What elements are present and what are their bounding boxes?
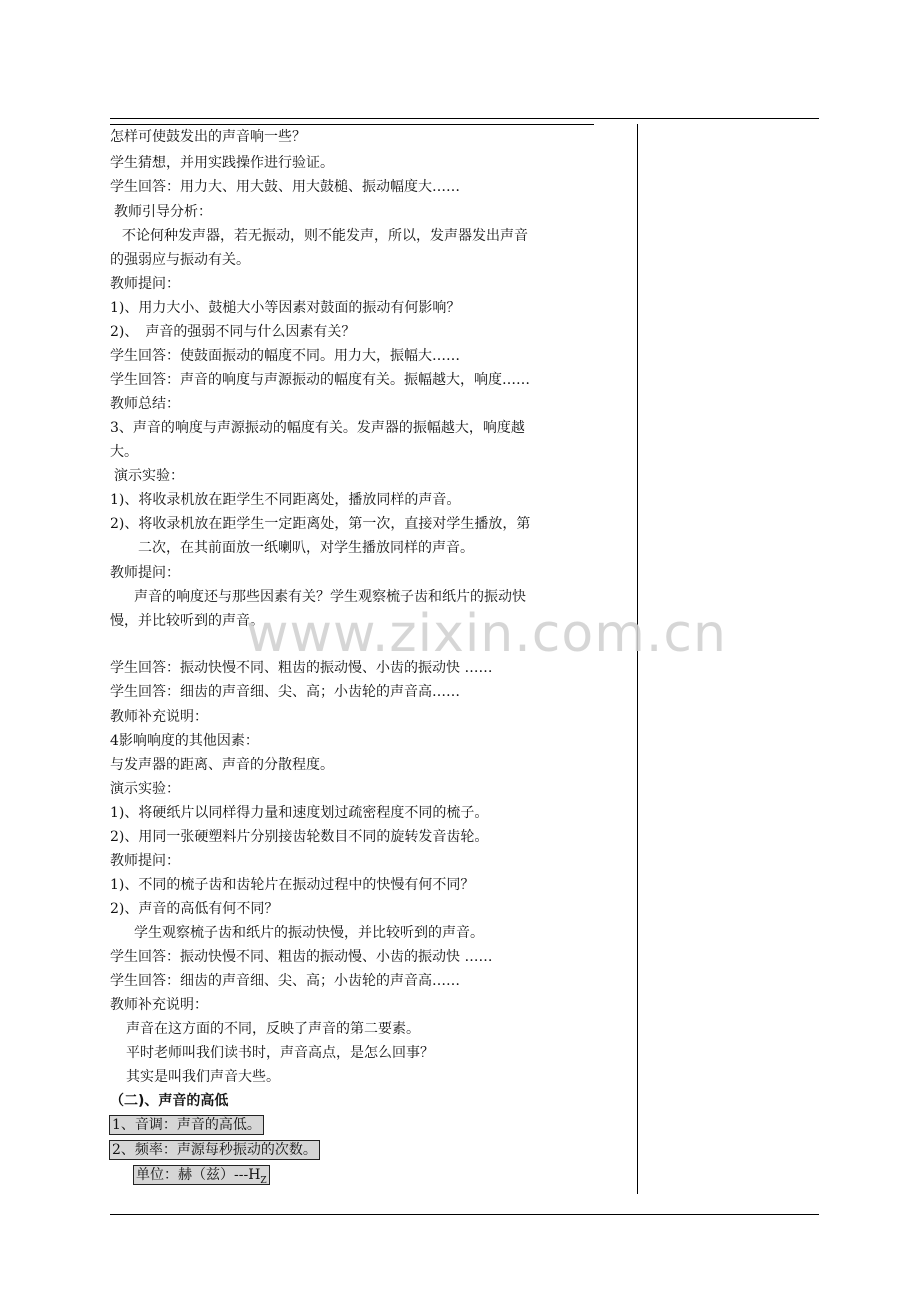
text-line: 教师总结：: [110, 396, 180, 412]
watermark: www.zixin.com.cn: [246, 604, 727, 664]
text-line: 学生猜想，并用实践操作进行验证。: [110, 155, 334, 171]
text-line: 其实是叫我们声音大些。: [126, 1069, 280, 1085]
text-line: 2)、将收录机放在距学生一定距离处，第一次，直接对学生播放，第: [110, 516, 531, 532]
text-line: 学生回答：振动快慢不同、粗齿的振动慢、小齿的振动快 ……: [110, 660, 493, 676]
unit-text: 单位：赫（兹）---H: [136, 1167, 261, 1183]
text-line: 平时老师叫我们读书时，声音高点，是怎么回事？: [126, 1045, 434, 1061]
text-line: 2)、声音的高低有何不同？: [110, 901, 279, 917]
table-top-border: [110, 124, 594, 125]
text-line: 演示实验：: [110, 781, 180, 797]
text-line: 教师补充说明：: [110, 709, 208, 725]
text-line: 学生回答：声音的响度与声源振动的幅度有关。振幅越大，响度……: [110, 372, 530, 388]
text-line: 与发声器的距离、声音的分散程度。: [110, 757, 334, 773]
text-line: 学生观察梳子齿和纸片的振动快慢，并比较听到的声音。: [134, 925, 484, 941]
text-line: 怎样可使鼓发出的声音响一些？: [110, 129, 306, 145]
text-line: 教师提问：: [110, 565, 180, 581]
unit-box: [133, 1165, 270, 1185]
bottom-horizontal-rule: [110, 1214, 819, 1215]
text-line: 1)、用力大小、鼓槌大小等因素对鼓面的振动有何影响？: [110, 300, 461, 316]
section-heading: （二)、声音的高低: [110, 1093, 229, 1109]
text-line: 声音在这方面的不同，反映了声音的第二要素。: [126, 1021, 420, 1037]
text-line: 1)、将收录机放在距学生不同距离处，播放同样的声音。: [110, 492, 461, 508]
text-line: 4影响响度的其他因素：: [110, 733, 259, 749]
text-line: 大。: [110, 444, 138, 460]
text-line: 教师提问：: [110, 276, 180, 292]
top-horizontal-rule: [110, 118, 819, 119]
text-line: 3、声音的响度与声源振动的幅度有关。发声器的振幅越大，响度越: [110, 420, 525, 436]
text-line: 学生回答：振动快慢不同、粗齿的振动慢、小齿的振动快 ……: [110, 949, 493, 965]
text-line: 演示实验：: [114, 468, 184, 484]
text-line: 学生回答：细齿的声音细、尖、高；小齿轮的声音高……: [110, 973, 460, 989]
text-line: 2)、 声音的强弱不同与什么因素有关？: [110, 324, 356, 340]
text-line: 2)、用同一张硬塑料片分别接齿轮数目不同的旋转发音齿轮。: [110, 829, 489, 845]
text-line: 学生回答：使鼓面振动的幅度不同。用力大，振幅大……: [110, 348, 460, 364]
text-line: 教师补充说明：: [110, 997, 208, 1013]
text-line: 不论何种发声器，若无振动，则不能发声，所以，发声器发出声音: [122, 228, 528, 244]
text-line: 的强弱应与振动有关。: [110, 252, 250, 268]
text-line: 学生回答：用力大、用大鼓、用大鼓槌、振动幅度大……: [110, 179, 460, 195]
text-line: 慢，并比较听到的声音。: [110, 613, 264, 629]
text-line: 教师引导分析：: [114, 204, 212, 220]
definition-box-pitch: 1、音调：声音的高低。: [109, 1115, 264, 1135]
text-line: 学生回答：细齿的声音细、尖、高；小齿轮的声音高……: [110, 684, 460, 700]
definition-box-frequency: 2、频率：声源每秒振动的次数。: [109, 1140, 320, 1160]
text-line: 1)、不同的梳子齿和齿轮片在振动过程中的快慢有何不同？: [110, 877, 475, 893]
text-line: 1)、将硬纸片以同样得力量和速度划过疏密程度不同的梳子。: [110, 805, 489, 821]
text-line: 声音的响度还与那些因素有关？学生观察梳子齿和纸片的振动快: [134, 589, 526, 605]
text-line: 二次，在其前面放一纸喇叭，对学生播放同样的声音。: [138, 540, 474, 556]
unit-subscript: Z: [260, 1175, 267, 1186]
text-line: 教师提问：: [110, 853, 180, 869]
